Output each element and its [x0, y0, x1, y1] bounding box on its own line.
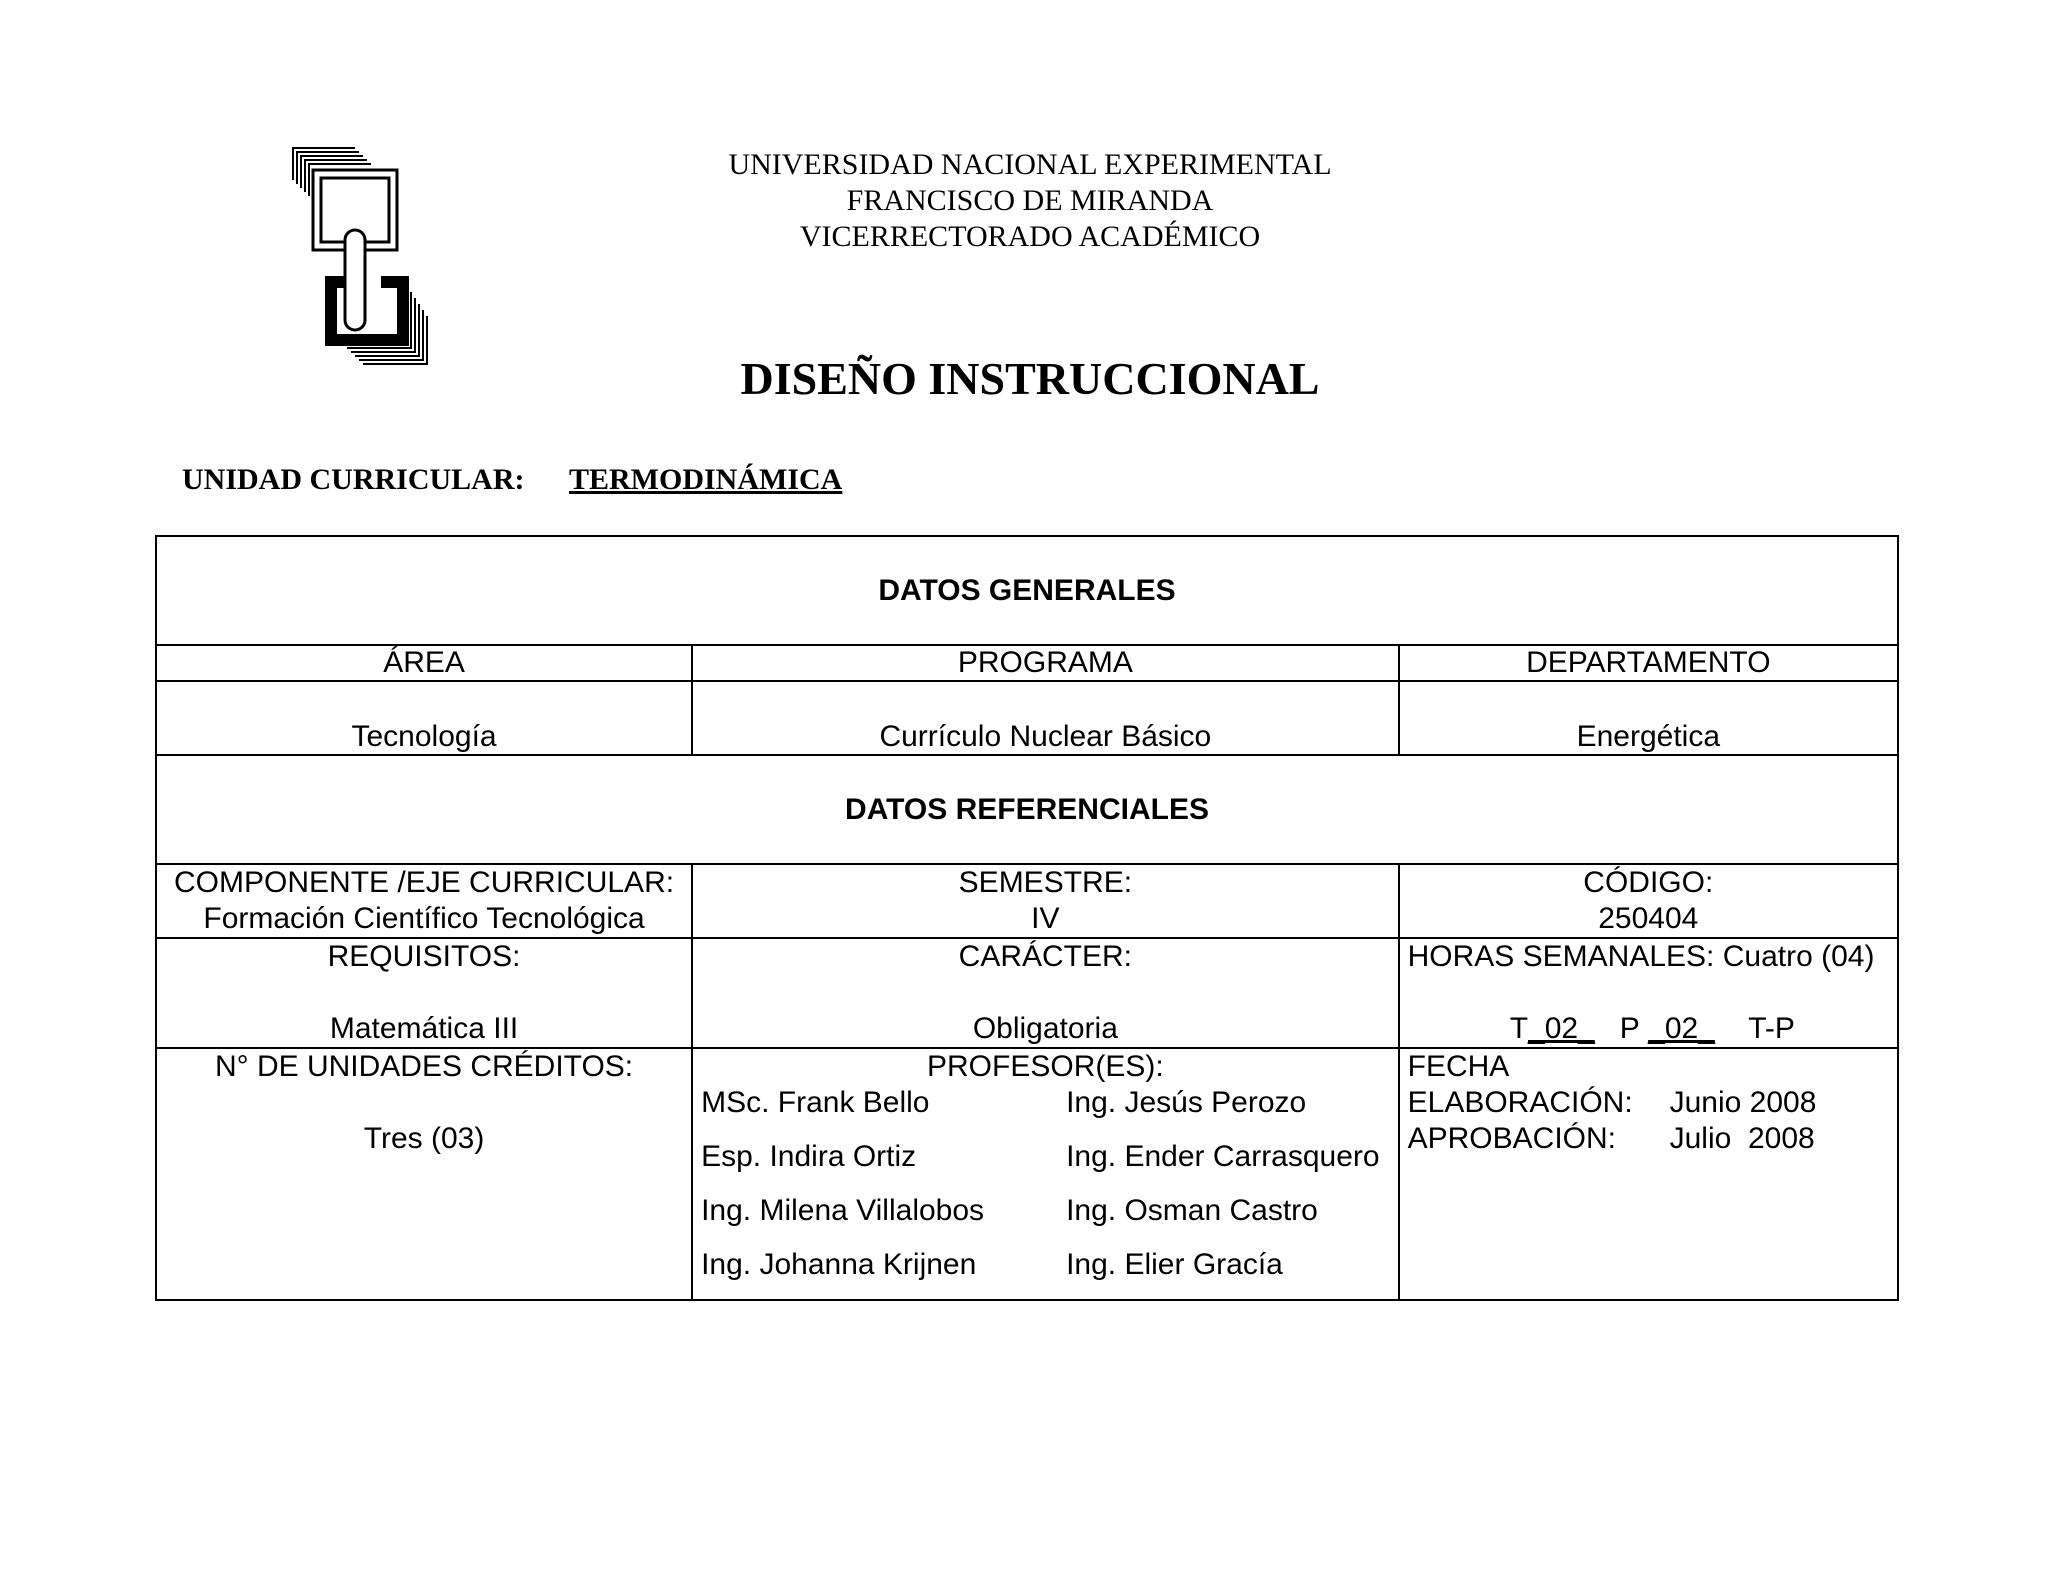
componente-label: COMPONENTE /EJE CURRICULAR:: [174, 866, 675, 899]
profesores-cell: [692, 1048, 1399, 1300]
codigo-label: CÓDIGO:: [1583, 866, 1714, 899]
institution-header: [530, 147, 1530, 255]
codigo-value: 250404: [1598, 902, 1699, 935]
aprobacion-label: APROBACIÓN:: [1407, 1122, 1616, 1155]
document-title: DISEÑO INSTRUCCIONAL: [740, 353, 1320, 404]
semestre-label: SEMESTRE:: [958, 866, 1133, 899]
componente-cell: [156, 864, 692, 938]
profesor-name: Ing. Johanna Krijnen: [701, 1248, 977, 1281]
profesor-name: Ing. Elier Gracía: [1066, 1248, 1283, 1281]
horas-t-prefix: T: [1509, 1012, 1529, 1045]
header-line-2: FRANCISCO DE MIRANDA: [846, 184, 1214, 217]
departamento-label: DEPARTAMENTO: [1399, 645, 1898, 681]
horas-label: HORAS SEMANALES: Cuatro (04): [1407, 940, 1875, 973]
section-general-heading: DATOS GENERALES: [156, 536, 1898, 645]
requisitos-value: Matemática III: [329, 1012, 519, 1045]
profesor-name: Ing. Ender Carrasquero: [1066, 1140, 1380, 1173]
creditos-label: N° DE UNIDADES CRÉDITOS:: [214, 1050, 634, 1083]
caracter-label: CARÁCTER:: [958, 940, 1133, 973]
fecha-label: FECHA: [1407, 1050, 1510, 1083]
profesor-name: Ing. Jesús Perozo: [1066, 1086, 1307, 1119]
fecha-cell: [1399, 1048, 1898, 1300]
university-chain-logo: [285, 140, 455, 390]
semestre-value: IV: [1031, 902, 1060, 935]
curricular-unit-label: UNIDAD CURRICULAR:: [182, 463, 525, 496]
profesor-name: Ing. Osman Castro: [1066, 1194, 1318, 1227]
creditos-value: Tres (03): [363, 1122, 485, 1155]
caracter-value: Obligatoria: [972, 1012, 1118, 1045]
caracter-cell: [692, 938, 1399, 1048]
componente-value: Formación Científico Tecnológica: [203, 902, 645, 935]
semestre-cell: [692, 864, 1399, 938]
departamento-value: Energética: [1399, 681, 1898, 755]
horas-breakdown: [1408, 1011, 1897, 1047]
section-referencial-heading: DATOS REFERENCIALES: [156, 755, 1898, 864]
programa-value: Currículo Nuclear Básico: [692, 681, 1399, 755]
profesor-name: MSc. Frank Bello: [701, 1086, 930, 1119]
profesores-list: [693, 1085, 1398, 1283]
horas-cell: [1399, 938, 1898, 1048]
horas-t-value: _02_: [1528, 1012, 1595, 1045]
elaboracion-label: ELABORACIÓN:: [1407, 1086, 1633, 1119]
curricular-unit: [182, 463, 842, 497]
aprobacion-value: Julio 2008: [1669, 1122, 1815, 1155]
course-data-table: [155, 535, 1899, 1301]
profesores-label: PROFESOR(ES):: [927, 1050, 1164, 1083]
programa-label: PROGRAMA: [692, 645, 1399, 681]
area-label: ÁREA: [156, 645, 692, 681]
elaboracion-value: Junio 2008: [1669, 1086, 1817, 1119]
profesor-name: Ing. Milena Villalobos: [701, 1194, 985, 1227]
horas-p-prefix: P: [1619, 1012, 1640, 1045]
horas-p-value: _02_: [1648, 1012, 1715, 1045]
creditos-cell: [156, 1048, 692, 1300]
requisitos-cell: [156, 938, 692, 1048]
horas-tp: T-P: [1748, 1012, 1795, 1045]
header-line-3: VICERRECTORADO ACADÉMICO: [799, 220, 1261, 253]
area-value: Tecnología: [156, 681, 692, 755]
header-line-1: UNIVERSIDAD NACIONAL EXPERIMENTAL: [728, 148, 1332, 181]
profesor-name: Esp. Indira Ortiz: [701, 1140, 917, 1173]
requisitos-label: REQUISITOS:: [327, 940, 521, 973]
curricular-unit-value: TERMODINÁMICA: [569, 463, 843, 496]
codigo-cell: [1399, 864, 1898, 938]
